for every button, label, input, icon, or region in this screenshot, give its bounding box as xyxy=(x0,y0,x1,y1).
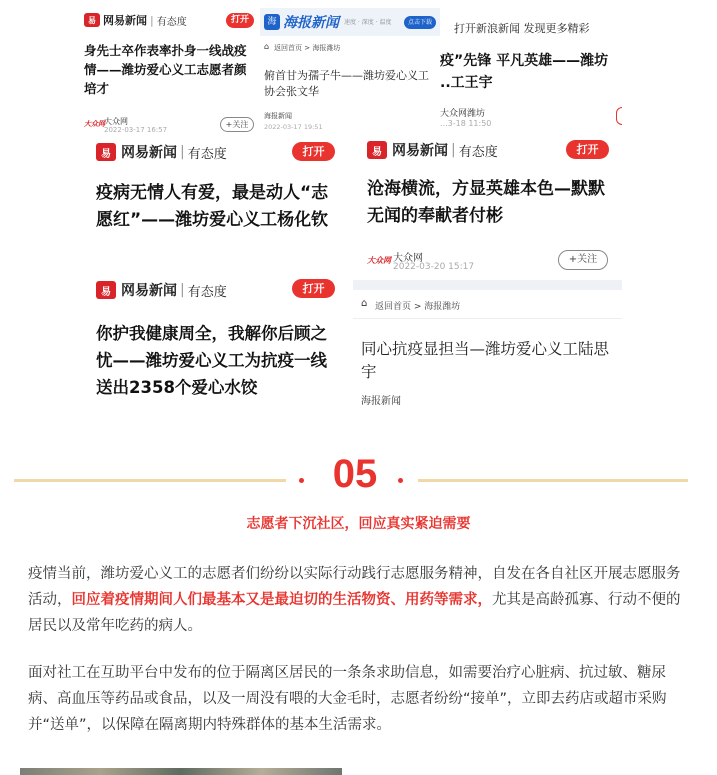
app-banner-edge xyxy=(353,280,622,290)
app-tagline: 速度 · 深度 · 温度 xyxy=(344,19,392,26)
netease-logo-icon: 易 xyxy=(96,143,116,161)
article-source: 海报新闻 xyxy=(361,396,401,407)
follow-button-edge[interactable] xyxy=(616,107,622,125)
paragraph-1-highlight: 回应着疫情期间人们最基本又是最迫切的生活物资、用药等需求， xyxy=(71,592,492,608)
follow-button[interactable]: +关注 xyxy=(220,117,254,132)
brand-slogan: 有态度 xyxy=(156,16,187,28)
article-headline[interactable]: 疫”先锋 平凡英雄——潍坊 ..工王宇 xyxy=(440,53,609,91)
follow-button[interactable]: +关注 xyxy=(558,250,608,270)
section-number: 05 xyxy=(332,452,378,496)
brand-slogan: 有态度 xyxy=(458,144,498,160)
news-card-5[interactable] xyxy=(353,140,622,274)
news-card-6[interactable] xyxy=(84,276,346,408)
brand-slogan: 有态度 xyxy=(187,146,227,162)
section-divider-left xyxy=(14,479,286,482)
app-brand: 海报新闻 xyxy=(283,15,339,31)
article-time: 2022-03-17 19:51 xyxy=(264,123,323,131)
netease-logo-icon: 易 xyxy=(96,281,116,299)
article-source: 大众网潍坊 xyxy=(440,109,486,119)
brand-separator: | xyxy=(180,144,185,160)
netease-logo-icon: 易 xyxy=(84,13,100,27)
article-headline[interactable]: 你护我健康周全，我解你后顾之忧——潍坊爱心义工为抗疫一线送出2358个爱心水饺 xyxy=(96,324,327,397)
article-source: 大众网 xyxy=(393,253,423,264)
download-button[interactable]: 点击下载 xyxy=(404,16,436,29)
article-time: 2022-03-17 16:57 xyxy=(104,126,168,134)
paragraph-2: 面对社工在互助平台中发布的位于隔离区居民的一条条求助信息，如需要治疗心脏病、抗过敏、糖尿病、高血压等药品或食品，以及一周没有喂的大金毛时，志愿者纷纷“接单”，立即去药店或超市采购并“送单”，以保障在隔离期内特殊群体的基本生活需求。 xyxy=(28,665,667,733)
paragraph-1-text-a: 疫情当前，潍坊爱心义工的志愿者们纷纷以实际行动践行志愿服务精神，自发在各自社区开展志愿服务活动， xyxy=(28,566,681,608)
breadcrumb[interactable]: 返回首页 > 海报潍坊 xyxy=(375,302,461,312)
haibao-logo-icon: 海 xyxy=(264,14,280,30)
open-app-button[interactable]: 打开 xyxy=(292,142,335,161)
article-source: 海报新闻 xyxy=(264,112,292,120)
divider-dot-left xyxy=(299,478,304,483)
sina-topbar[interactable]: 打开新浪新闻 发现更多精彩 xyxy=(454,22,590,35)
news-card-7[interactable] xyxy=(353,280,622,408)
home-icon: ⌂ xyxy=(264,42,270,51)
netease-logo-icon: 易 xyxy=(367,141,387,159)
divider xyxy=(353,318,622,319)
paragraph-1 xyxy=(28,561,690,639)
brand-name: 网易新闻 xyxy=(103,14,147,27)
brand-slogan: 有态度 xyxy=(187,284,227,300)
news-card-3[interactable] xyxy=(440,8,622,136)
article-headline[interactable]: 身先士卒作表率扑身一线战疫情——潍坊爱心义工志愿者颜培才 xyxy=(84,43,247,96)
brand-separator: | xyxy=(451,142,456,158)
brand-separator: | xyxy=(150,13,154,27)
home-icon: ⌂ xyxy=(361,298,368,309)
article-time: ...3-18 11:50 xyxy=(440,119,492,128)
article-headline[interactable]: 疫病无情人有爱，最是动人“志愿红”——潍坊爱心义工杨化钦 xyxy=(96,183,329,230)
news-card-2[interactable] xyxy=(260,8,440,136)
brand-name: 网易新闻 xyxy=(392,143,448,159)
brand-separator: | xyxy=(180,282,185,298)
news-card-4[interactable] xyxy=(84,140,346,268)
breadcrumb[interactable]: 返回首页 > 海报潍坊 xyxy=(274,44,341,52)
article-time: 2022-03-20 15:17 xyxy=(393,262,475,272)
brand-name: 网易新闻 xyxy=(121,145,177,161)
dazhong-logo-icon: 大众网 xyxy=(367,256,391,265)
paragraph-1-text-b: 尤其是高龄孤寡、行动不便的居民以及常年吃药的病人。 xyxy=(28,592,681,634)
dazhong-logo-icon: 大众网 xyxy=(84,120,105,128)
section-title: 志愿者下沉社区，回应真实紧迫需要 xyxy=(246,516,471,532)
open-app-button[interactable]: 打开 xyxy=(292,279,335,298)
brand-name: 网易新闻 xyxy=(121,283,177,299)
article-headline[interactable]: 沧海横流，方显英雄本色—默默无闻的奉献者付彬 xyxy=(367,179,605,226)
divider-dot-right xyxy=(398,478,403,483)
article-photo xyxy=(20,768,342,775)
article-headline[interactable]: 俯首甘为孺子牛——潍坊爱心义工协会张文华 xyxy=(264,69,429,98)
article-headline[interactable]: 同心抗疫显担当—潍坊爱心义工陆思宇 xyxy=(361,340,610,381)
article-source: 大众网 xyxy=(104,117,128,126)
news-card-1[interactable] xyxy=(84,8,260,136)
open-app-button[interactable]: 打开 xyxy=(566,140,609,159)
open-app-button[interactable]: 打开 xyxy=(226,13,254,28)
section-divider-right xyxy=(418,479,688,482)
